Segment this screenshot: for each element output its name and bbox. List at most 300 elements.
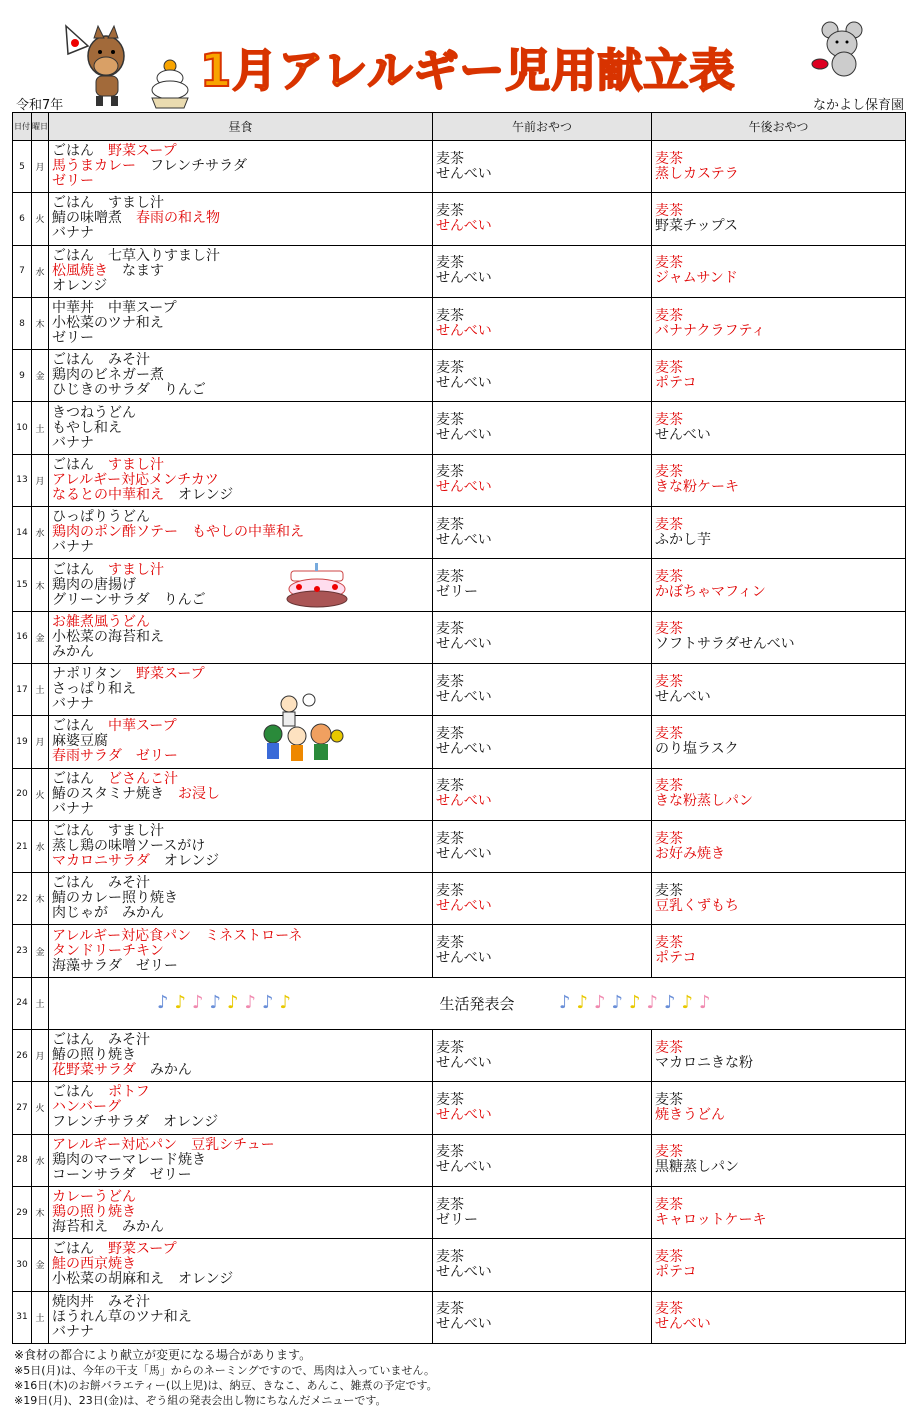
event-label: 生活発表会 bbox=[439, 994, 515, 1013]
menu-item: 麻婆豆腐 bbox=[52, 733, 108, 750]
menu-item: ごはん bbox=[52, 718, 94, 735]
snack-item: 麦茶 bbox=[655, 150, 683, 167]
am-snack-cell bbox=[433, 245, 652, 297]
am-snack-cell bbox=[433, 1082, 652, 1134]
snack-item: 麦茶 bbox=[436, 1248, 464, 1265]
col-header-date: 日付 bbox=[13, 113, 32, 141]
snack-item: キャロットケーキ bbox=[655, 1211, 767, 1228]
menu-item: 海藻サラダ bbox=[52, 957, 122, 974]
menu-item: お雑煮風うどん bbox=[52, 613, 150, 630]
lunch-line bbox=[52, 645, 432, 660]
lunch-line bbox=[52, 421, 432, 436]
snack-item: 麦茶 bbox=[655, 621, 683, 638]
lunch-line bbox=[52, 540, 432, 555]
snack-item: ポテコ bbox=[655, 1263, 697, 1280]
lunch-cell bbox=[49, 873, 433, 925]
pm-snack-cell bbox=[652, 1030, 906, 1082]
pm-snack-cell bbox=[652, 350, 906, 402]
menu-item: アレルギー対応パン bbox=[52, 1136, 178, 1153]
snack-item: せんべい bbox=[655, 427, 711, 444]
menu-item: すまし汁 bbox=[108, 195, 164, 212]
menu-item: もやしの中華和え bbox=[192, 524, 304, 541]
date-cell: 20 bbox=[13, 768, 32, 820]
lunch-line bbox=[52, 174, 432, 189]
snack-item: ゼリー bbox=[436, 584, 478, 601]
date-cell: 19 bbox=[13, 716, 32, 768]
pm-snack-cell bbox=[652, 716, 906, 768]
menu-item: アレルギー対応メンチカツ bbox=[52, 471, 219, 488]
table-row bbox=[13, 402, 906, 454]
snack-item: 麦茶 bbox=[655, 359, 683, 376]
lunch-line bbox=[52, 929, 432, 944]
table-row bbox=[13, 663, 906, 715]
menu-item: 蒸し鶏の味噌ソースがけ bbox=[52, 838, 206, 854]
snack-item: 麦茶 bbox=[436, 830, 464, 847]
table-row bbox=[13, 507, 906, 559]
table-row bbox=[13, 873, 906, 925]
snack-item: ソフトサラダせんべい bbox=[655, 636, 795, 653]
weekday-cell: 金 bbox=[32, 1239, 49, 1291]
menu-item: 中華スープ bbox=[108, 718, 177, 735]
date-cell: 7 bbox=[13, 245, 32, 297]
lunch-line bbox=[52, 1048, 432, 1063]
table-row bbox=[13, 977, 906, 1029]
lunch-line bbox=[52, 854, 432, 869]
lunch-line bbox=[52, 1220, 432, 1235]
music-notes-right-icon: ♪♪♪♪♪♪♪♪♪ bbox=[559, 991, 717, 1013]
menu-item: カレーうどん bbox=[52, 1189, 136, 1206]
menu-item: ナポリタン bbox=[52, 666, 122, 683]
lunch-line bbox=[52, 944, 432, 959]
pm-snack-cell bbox=[652, 193, 906, 245]
menu-item: 肉じゃが bbox=[52, 905, 108, 922]
snack-item: お好み焼き bbox=[655, 845, 725, 862]
weekday-cell: 土 bbox=[32, 402, 49, 454]
table-row bbox=[13, 559, 906, 611]
date-cell: 28 bbox=[13, 1134, 32, 1186]
lunch-line bbox=[52, 1085, 432, 1100]
snack-item: 焼きうどん bbox=[655, 1106, 725, 1123]
snack-item: せんべい bbox=[436, 165, 492, 182]
lunch-cell bbox=[49, 507, 433, 559]
snack-item: 麦茶 bbox=[436, 621, 464, 638]
weekday-cell: 火 bbox=[32, 193, 49, 245]
lunch-line bbox=[52, 1242, 432, 1257]
snack-item: 麦茶 bbox=[436, 882, 464, 899]
snack-item: 麦茶 bbox=[655, 935, 683, 952]
col-header-pm-snack: 午後おやつ bbox=[652, 113, 906, 141]
menu-item: ミネストローネ bbox=[205, 927, 303, 944]
weekday-cell: 金 bbox=[32, 925, 49, 977]
menu-item: 小松菜の胡麻和え bbox=[52, 1271, 164, 1288]
menu-item: ほうれん草のツナ和え bbox=[52, 1308, 192, 1325]
snack-item: 麦茶 bbox=[436, 1091, 464, 1108]
pm-snack-cell bbox=[652, 820, 906, 872]
am-snack-cell bbox=[433, 663, 652, 715]
menu-item: 鶏肉のポン酢ソテー bbox=[52, 524, 178, 541]
lunch-line bbox=[52, 772, 432, 787]
date-cell: 14 bbox=[13, 507, 32, 559]
lunch-cell bbox=[49, 402, 433, 454]
lunch-line bbox=[52, 1272, 432, 1287]
snack-item: せんべい bbox=[436, 740, 492, 757]
menu-item: すまし汁 bbox=[108, 561, 164, 578]
menu-item: ひっぱりうどん bbox=[52, 509, 150, 526]
snack-item: せんべい bbox=[436, 636, 492, 653]
am-snack-cell bbox=[433, 141, 652, 193]
snack-item: せんべい bbox=[436, 322, 492, 339]
am-snack-cell bbox=[433, 402, 652, 454]
lunch-cell bbox=[49, 716, 433, 768]
snack-item: 麦茶 bbox=[655, 882, 683, 899]
lunch-line bbox=[52, 719, 432, 734]
date-cell: 24 bbox=[13, 977, 32, 1029]
menu-item: みかん bbox=[149, 1062, 192, 1079]
snack-item: 麦茶 bbox=[655, 516, 683, 533]
weekday-cell: 水 bbox=[32, 820, 49, 872]
snack-item: せんべい bbox=[436, 1316, 492, 1333]
menu-item: オレンジ bbox=[178, 486, 234, 503]
date-cell: 22 bbox=[13, 873, 32, 925]
lunch-cell bbox=[49, 245, 433, 297]
table-row bbox=[13, 611, 906, 663]
snack-item: 麦茶 bbox=[655, 202, 683, 219]
snack-item: せんべい bbox=[436, 1263, 492, 1280]
snack-item: かぼちゃマフィン bbox=[655, 584, 766, 601]
pm-snack-cell bbox=[652, 141, 906, 193]
menu-item: ごはん bbox=[52, 561, 94, 578]
menu-item: コーンサラダ bbox=[52, 1166, 136, 1183]
snack-item: せんべい bbox=[436, 1054, 492, 1071]
menu-item: バナナ bbox=[52, 539, 94, 556]
snack-item: せんべい bbox=[436, 270, 492, 287]
table-row bbox=[13, 245, 906, 297]
snack-item: ポテコ bbox=[655, 950, 697, 967]
weekday-cell: 月 bbox=[32, 454, 49, 506]
lunch-cell bbox=[49, 559, 433, 611]
note: ※食材の都合により献立が変更になる場合があります。 bbox=[14, 1348, 312, 1362]
menu-item: 豆乳シチュー bbox=[191, 1136, 275, 1153]
menu-item: すまし汁 bbox=[108, 456, 164, 473]
date-cell: 21 bbox=[13, 820, 32, 872]
lunch-line bbox=[52, 406, 432, 421]
lunch-line bbox=[52, 959, 432, 974]
date-cell: 17 bbox=[13, 663, 32, 715]
date-cell: 8 bbox=[13, 297, 32, 349]
pm-snack-cell bbox=[652, 1134, 906, 1186]
menu-item: ゼリー bbox=[52, 173, 94, 190]
snack-item: 麦茶 bbox=[655, 1091, 683, 1108]
menu-item: 松風焼き bbox=[52, 262, 108, 279]
date-cell: 31 bbox=[13, 1291, 32, 1343]
pm-snack-cell bbox=[652, 873, 906, 925]
menu-item: ハンバーグ bbox=[52, 1099, 122, 1116]
snack-item: 麦茶 bbox=[436, 1301, 464, 1318]
snack-item: きな粉蒸しパン bbox=[655, 793, 753, 810]
lunch-line bbox=[52, 331, 432, 346]
notes bbox=[14, 1348, 438, 1408]
snack-item: 麦茶 bbox=[436, 307, 464, 324]
am-snack-cell bbox=[433, 925, 652, 977]
lunch-cell bbox=[49, 297, 433, 349]
snack-item: 麦茶 bbox=[655, 1301, 683, 1318]
lunch-line bbox=[52, 1115, 432, 1130]
snack-item: せんべい bbox=[436, 793, 492, 810]
menu-item: みそ汁 bbox=[108, 352, 150, 369]
weekday-cell: 水 bbox=[32, 1134, 49, 1186]
lunch-cell bbox=[49, 1291, 433, 1343]
pm-snack-cell bbox=[652, 297, 906, 349]
snack-item: せんべい bbox=[436, 1106, 492, 1123]
am-snack-cell bbox=[433, 873, 652, 925]
horse-mascot-illustration bbox=[58, 16, 148, 112]
weekday-cell: 土 bbox=[32, 1291, 49, 1343]
menu-item: 春雨の和え物 bbox=[136, 210, 220, 227]
menu-item: ゼリー bbox=[135, 957, 178, 974]
table-row bbox=[13, 193, 906, 245]
snack-item: 麦茶 bbox=[436, 412, 464, 429]
menu-item: ごはん bbox=[52, 875, 94, 892]
lunch-line bbox=[52, 749, 432, 764]
weekday-cell: 木 bbox=[32, 297, 49, 349]
lunch-cell bbox=[49, 768, 433, 820]
lunch-line bbox=[52, 1168, 432, 1183]
weekday-cell: 月 bbox=[32, 716, 49, 768]
snack-item: 麦茶 bbox=[436, 255, 464, 272]
am-snack-cell bbox=[433, 454, 652, 506]
snack-item: せんべい bbox=[436, 374, 492, 391]
table-row bbox=[13, 454, 906, 506]
lunch-line bbox=[52, 563, 432, 578]
col-header-day: 曜日 bbox=[32, 113, 49, 141]
menu-item: ゼリー bbox=[52, 330, 94, 347]
lunch-line bbox=[52, 667, 432, 682]
menu-item: アレルギー対応食パン bbox=[52, 927, 192, 944]
snack-item: 麦茶 bbox=[436, 359, 464, 376]
table-row bbox=[13, 1186, 906, 1238]
menu-item: ごはん bbox=[52, 195, 94, 212]
lunch-line bbox=[52, 525, 432, 540]
snack-item: 麦茶 bbox=[436, 1039, 464, 1056]
pm-snack-cell bbox=[652, 1291, 906, 1343]
menu-item: バナナ bbox=[52, 800, 94, 817]
table-row bbox=[13, 141, 906, 193]
lunch-line bbox=[52, 824, 432, 839]
table-row bbox=[13, 1030, 906, 1082]
snack-item: 麦茶 bbox=[436, 673, 464, 690]
menu-item: オレンジ bbox=[178, 1271, 234, 1288]
am-snack-cell bbox=[433, 716, 652, 768]
snack-item: 麦茶 bbox=[436, 725, 464, 742]
lunch-line bbox=[52, 906, 432, 921]
note: ※5日(月)は、今年の干支「馬」からのネーミングですので、馬肉は入っていません。 bbox=[14, 1364, 436, 1377]
snack-item: 麦茶 bbox=[655, 673, 683, 690]
weekday-cell: 火 bbox=[32, 768, 49, 820]
menu-item: 鶏の照り焼き bbox=[52, 1204, 136, 1221]
menu-item: お浸し bbox=[178, 785, 220, 802]
menu-item: みそ汁 bbox=[108, 1032, 150, 1049]
am-snack-cell bbox=[433, 350, 652, 402]
weekday-cell: 月 bbox=[32, 141, 49, 193]
snack-item: 麦茶 bbox=[436, 778, 464, 795]
menu-item: 海苔和え bbox=[52, 1219, 108, 1236]
lunch-line bbox=[52, 1033, 432, 1048]
lunch-cell bbox=[49, 1030, 433, 1082]
table-row bbox=[13, 350, 906, 402]
snack-item: 麦茶 bbox=[655, 464, 683, 481]
pm-snack-cell bbox=[652, 245, 906, 297]
weekday-cell: 木 bbox=[32, 1186, 49, 1238]
pm-snack-cell bbox=[652, 402, 906, 454]
menu-table bbox=[12, 112, 906, 1344]
lunch-line bbox=[52, 264, 432, 279]
menu-item: 小松菜の海苔和え bbox=[52, 628, 164, 645]
lunch-line bbox=[52, 1310, 432, 1325]
snack-item: せんべい bbox=[436, 1159, 492, 1176]
weekday-cell: 水 bbox=[32, 507, 49, 559]
lunch-line bbox=[52, 787, 432, 802]
menu-item: ごはん bbox=[52, 1032, 94, 1049]
menu-item: ごはん bbox=[52, 247, 94, 264]
am-snack-cell bbox=[433, 820, 652, 872]
snack-item: 麦茶 bbox=[436, 464, 464, 481]
menu-item: フレンチサラダ bbox=[52, 1114, 149, 1131]
table-row bbox=[13, 1082, 906, 1134]
table-row bbox=[13, 768, 906, 820]
pm-snack-cell bbox=[652, 559, 906, 611]
menu-item: 七草入りすまし汁 bbox=[108, 247, 220, 264]
menu-item: 鰆の照り焼き bbox=[52, 1047, 136, 1064]
table-row bbox=[13, 1239, 906, 1291]
music-notes-left-icon: ♪♪♪♪♪♪♪♪ bbox=[157, 991, 297, 1013]
menu-item: オレンジ bbox=[162, 1114, 219, 1131]
snack-item: 麦茶 bbox=[436, 1196, 464, 1213]
menu-item: 中華丼 bbox=[52, 300, 94, 317]
snack-item: 麦茶 bbox=[655, 725, 683, 742]
lunch-line bbox=[52, 1205, 432, 1220]
menu-item: ごはん bbox=[52, 456, 94, 473]
snack-item: せんべい bbox=[436, 845, 492, 862]
table-header-row bbox=[13, 113, 906, 141]
lunch-line bbox=[52, 1153, 432, 1168]
snack-item: 麦茶 bbox=[655, 307, 683, 324]
am-snack-cell bbox=[433, 1291, 652, 1343]
table-row bbox=[13, 1291, 906, 1343]
lunch-line bbox=[52, 473, 432, 488]
menu-item: 花野菜サラダ bbox=[52, 1062, 136, 1079]
snack-item: 豆乳くずもち bbox=[655, 897, 739, 914]
event-cell bbox=[49, 977, 906, 1029]
snack-item: せんべい bbox=[436, 950, 492, 967]
snack-item: きな粉ケーキ bbox=[655, 479, 739, 496]
lunch-line bbox=[52, 682, 432, 697]
am-snack-cell bbox=[433, 559, 652, 611]
menu-item: 焼肉丼 bbox=[52, 1293, 94, 1310]
date-cell: 5 bbox=[13, 141, 32, 193]
note: ※19日(月)、23日(金)は、ぞう組の発表会出し物にちなんだメニューです。 bbox=[14, 1394, 387, 1407]
table-row bbox=[13, 1134, 906, 1186]
menu-item: 野菜スープ bbox=[108, 143, 177, 160]
snack-item: 黒糖蒸しパン bbox=[655, 1159, 739, 1176]
pm-snack-cell bbox=[652, 454, 906, 506]
snack-item: 麦茶 bbox=[436, 150, 464, 167]
menu-item: 鰆のスタミナ焼き bbox=[52, 785, 164, 802]
weekday-cell: 火 bbox=[32, 1082, 49, 1134]
am-snack-cell bbox=[433, 193, 652, 245]
menu-item: すまし汁 bbox=[108, 823, 164, 839]
date-cell: 26 bbox=[13, 1030, 32, 1082]
pm-snack-cell bbox=[652, 768, 906, 820]
menu-item: ごはん bbox=[52, 770, 94, 787]
date-cell: 6 bbox=[13, 193, 32, 245]
lunch-cell bbox=[49, 1082, 433, 1134]
snack-item: せんべい bbox=[436, 427, 492, 444]
lunch-line bbox=[52, 578, 432, 593]
lunch-line bbox=[52, 301, 432, 316]
snack-item: 麦茶 bbox=[436, 516, 464, 533]
weekday-cell: 金 bbox=[32, 350, 49, 402]
menu-item: ゼリー bbox=[149, 1166, 192, 1183]
snack-item: せんべい bbox=[436, 531, 492, 548]
lunch-line bbox=[52, 630, 432, 645]
lunch-line bbox=[52, 802, 432, 817]
lunch-cell bbox=[49, 1239, 433, 1291]
menu-item: りんご bbox=[163, 382, 206, 399]
menu-item: ごはん bbox=[52, 1084, 94, 1101]
menu-item: 鶏肉のビネガー煮 bbox=[52, 367, 164, 384]
date-cell: 13 bbox=[13, 454, 32, 506]
lunch-line bbox=[52, 436, 432, 451]
weekday-cell: 水 bbox=[32, 245, 49, 297]
lunch-line bbox=[52, 226, 432, 241]
lunch-line bbox=[52, 1100, 432, 1115]
lunch-line bbox=[52, 593, 432, 608]
menu-item: ポトフ bbox=[108, 1084, 150, 1101]
snack-item: 麦茶 bbox=[436, 569, 464, 586]
menu-item: オレンジ bbox=[52, 277, 108, 294]
menu-item: マカロニサラダ bbox=[52, 853, 150, 869]
col-header-am-snack: 午前おやつ bbox=[433, 113, 652, 141]
am-snack-cell bbox=[433, 1239, 652, 1291]
snack-item: 蒸しカステラ bbox=[655, 165, 739, 182]
snack-item: せんべい bbox=[436, 217, 492, 234]
birthday-cake-icon bbox=[285, 561, 349, 613]
snack-item: せんべい bbox=[436, 897, 492, 914]
menu-item: みそ汁 bbox=[108, 1293, 150, 1310]
menu-item: 野菜スープ bbox=[136, 666, 205, 683]
lunch-line bbox=[52, 279, 432, 294]
weekday-cell: 土 bbox=[32, 977, 49, 1029]
menu-item: ひじきのサラダ bbox=[52, 382, 150, 399]
lunch-line bbox=[52, 1138, 432, 1153]
table-row bbox=[13, 716, 906, 768]
snack-item: 麦茶 bbox=[436, 935, 464, 952]
lunch-line bbox=[52, 159, 432, 174]
pm-snack-cell bbox=[652, 663, 906, 715]
momotaro-characters-illustration bbox=[261, 690, 345, 768]
menu-item: どさんこ汁 bbox=[108, 770, 178, 787]
menu-item: 鮭の西京焼き bbox=[52, 1256, 136, 1273]
lunch-line bbox=[52, 458, 432, 473]
snack-item: せんべい bbox=[436, 479, 492, 496]
snack-item: ゼリー bbox=[436, 1211, 478, 1228]
snack-item: 麦茶 bbox=[655, 1248, 683, 1265]
menu-item: 鶏肉の唐揚げ bbox=[52, 576, 136, 593]
lunch-line bbox=[52, 734, 432, 749]
pm-snack-cell bbox=[652, 1082, 906, 1134]
menu-item: オレンジ bbox=[163, 853, 220, 869]
am-snack-cell bbox=[433, 768, 652, 820]
